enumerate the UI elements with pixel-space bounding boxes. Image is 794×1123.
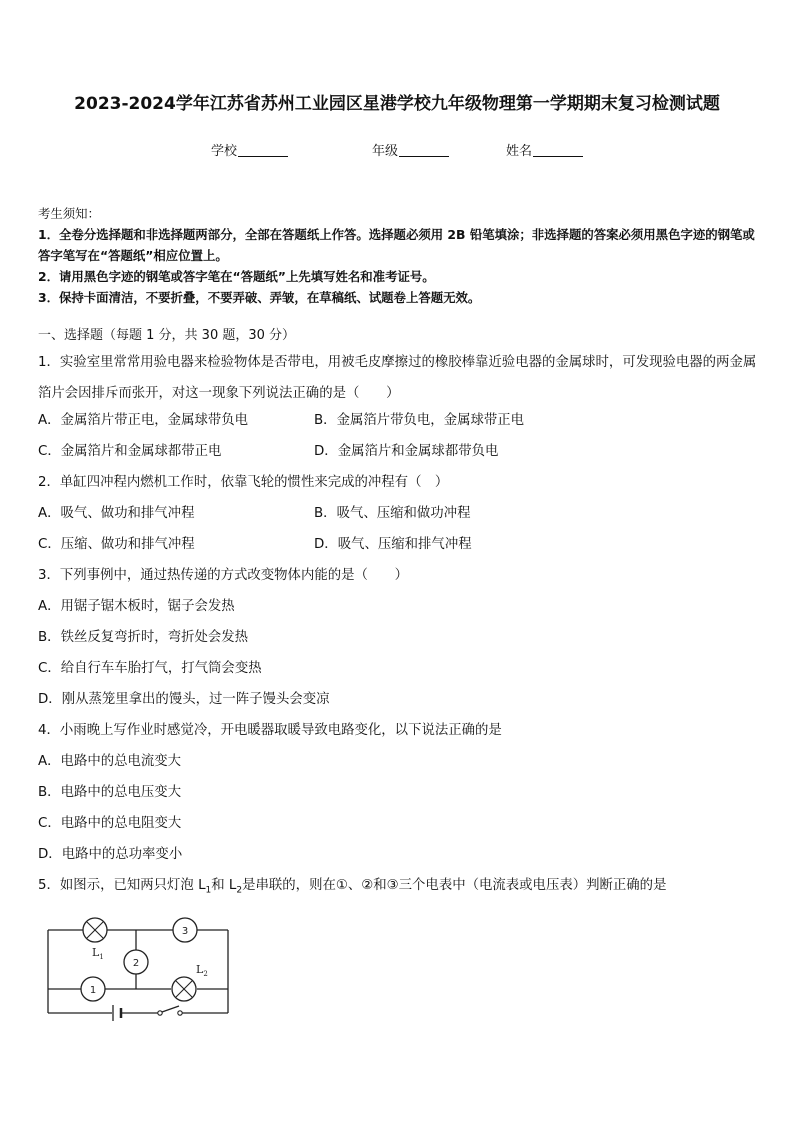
option-b[interactable]: B．金属箔片带负电，金属球带正电 xyxy=(314,413,525,428)
question-4-stem: 4．小雨晚上写作业时感觉冷，开电暖器取暖导致电路变化，以下说法正确的是 xyxy=(38,723,502,738)
question-1-options-row xyxy=(38,409,762,440)
option-b[interactable]: B．吸气、压缩和做功冲程 xyxy=(314,506,471,521)
question-5-stem xyxy=(38,874,762,905)
question-1-stem: 1．实验室里常常用验电器来检验物体是否带电，用被毛皮摩擦过的橡胶棒靠近验电器的金属球时，可发现验电器的两金属箔片会因排斥而张开，对这一现象下列说法正确的是（ ） xyxy=(38,355,757,401)
name-label: 姓名 xyxy=(506,144,533,159)
meter-1 xyxy=(81,977,105,1001)
question-content xyxy=(38,325,762,905)
question-2-stem: 2．单缸四冲程内燃机工作时，依靠飞轮的惯性来完成的冲程有（ ） xyxy=(38,475,449,490)
school-label: 学校 xyxy=(211,144,238,159)
option-d[interactable]: D．金属箔片和金属球都带负电 xyxy=(314,444,499,459)
school-blank[interactable] xyxy=(238,142,288,157)
question-2-options-row xyxy=(38,533,762,564)
option-d[interactable]: D．刚从蒸笼里拿出的馒头，过一阵子馒头会变凉 xyxy=(38,692,330,707)
grade-field[interactable] xyxy=(372,140,449,159)
switch-icon xyxy=(158,1006,182,1015)
notice-heading: 考生须知： xyxy=(38,206,100,221)
option-d[interactable]: D．电路中的总功率变小 xyxy=(38,847,183,862)
meter-3 xyxy=(173,918,197,942)
notice-item: 3．保持卡面清洁，不要折叠，不要弄破、弄皱，在草稿纸、试题卷上答题无效。 xyxy=(38,290,481,305)
meter-2-label: 2 xyxy=(132,958,140,969)
q5-text-part: 5．如图示，已知两只灯泡 L xyxy=(38,878,206,893)
section-heading: 一、选择题（每题 1 分，共 30 题，30 分） xyxy=(38,328,296,343)
lamp-2 xyxy=(172,977,196,1001)
option-b[interactable]: B．铁丝反复弯折时，弯折处会发热 xyxy=(38,630,249,645)
name-field[interactable] xyxy=(506,140,583,159)
lamp-1-label: $L_1$ xyxy=(92,946,104,961)
notice-item: 1．全卷分选择题和非选择题两部分，全部在答题纸上作答。选择题必须用 2B 铅笔填涂；非选择题的答案必须用黑色字迹的钢笔或答字笔写在“答题纸”相应位置上。 xyxy=(38,227,755,263)
lamp-2-label: $L_2$ xyxy=(196,963,208,978)
q5-subscript: 1 xyxy=(205,885,212,896)
circuit-diagram xyxy=(40,913,240,1023)
option-c[interactable]: C．金属箔片和金属球都带正电 xyxy=(38,444,222,459)
option-a[interactable]: A．吸气、做功和排气冲程 xyxy=(38,506,195,521)
question-2-options-row xyxy=(38,502,762,533)
page-title: 2023-2024学年江苏省苏州工业园区星港学校九年级物理第一学期期末复习检测试题 xyxy=(74,94,720,114)
name-blank[interactable] xyxy=(533,142,583,157)
meter-2 xyxy=(124,950,148,974)
option-a[interactable]: A．用锯子锯木板时，锯子会发热 xyxy=(38,599,235,614)
exam-notice xyxy=(38,203,758,308)
option-c[interactable]: C．电路中的总电阻变大 xyxy=(38,816,182,831)
battery-icon xyxy=(113,1005,121,1021)
meter-3-label: 3 xyxy=(181,926,189,937)
option-d[interactable]: D．吸气、压缩和排气冲程 xyxy=(314,537,472,552)
notice-item: 2．请用黑色字迹的钢笔或答字笔在“答题纸”上先填写姓名和准考证号。 xyxy=(38,269,435,284)
option-c[interactable]: C．给自行车车胎打气，打气筒会变热 xyxy=(38,661,262,676)
question-3-stem: 3．下列事例中，通过热传递的方式改变物体内能的是（ ） xyxy=(38,568,409,583)
question-1-options-row xyxy=(38,440,762,471)
q5-text-part: 和 L xyxy=(211,878,237,893)
meter-1-label: 1 xyxy=(89,985,97,996)
school-field[interactable] xyxy=(211,140,288,159)
grade-label: 年级 xyxy=(372,144,399,159)
option-b[interactable]: B．电路中的总电压变大 xyxy=(38,785,182,800)
student-info-fields xyxy=(0,140,794,160)
q5-subscript: 2 xyxy=(236,885,243,896)
q5-text-part: 是串联的，则在①、②和③三个电表中（电流表或电压表）判断正确的是 xyxy=(242,878,667,893)
lamp-1 xyxy=(83,918,107,942)
grade-blank[interactable] xyxy=(399,142,449,157)
option-a[interactable]: A．电路中的总电流变大 xyxy=(38,754,182,769)
option-a[interactable]: A．金属箔片带正电，金属球带负电 xyxy=(38,413,249,428)
option-c[interactable]: C．压缩、做功和排气冲程 xyxy=(38,537,195,552)
